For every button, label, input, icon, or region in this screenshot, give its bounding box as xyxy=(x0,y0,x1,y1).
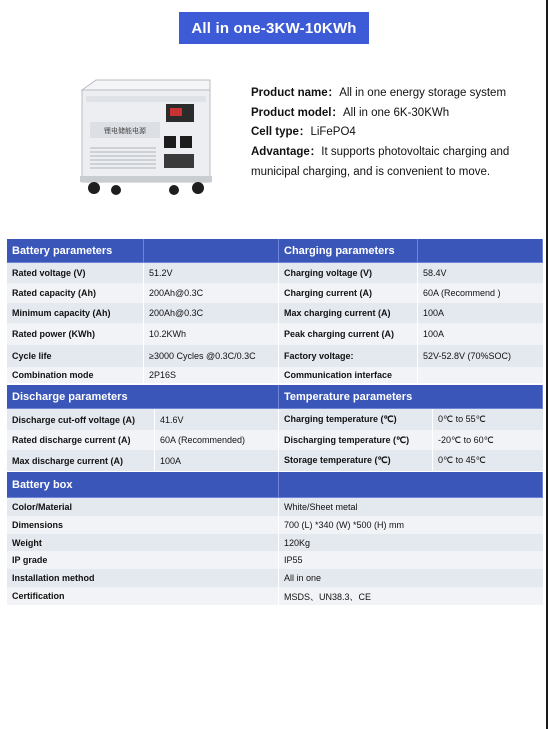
table-row xyxy=(7,303,543,323)
battery-parameters-header: Battery parameters xyxy=(7,239,144,263)
cell-value: -20℃ to 60℃ xyxy=(438,434,494,445)
cell-value: 2P16S xyxy=(144,367,279,383)
switch-right xyxy=(180,136,192,148)
cell-value xyxy=(418,367,543,383)
cell-label: Storage temperature (℃) xyxy=(279,450,433,471)
wheel-rear-left xyxy=(111,185,121,195)
cell-value: 100A xyxy=(423,308,445,318)
cell-value: 41.6V xyxy=(155,409,279,430)
cell-value: 100A xyxy=(155,450,279,471)
info-value: It supports photovoltaic charging and municipal charging, and is convenient to move. xyxy=(251,146,510,178)
cell-label: Installation method xyxy=(7,569,279,587)
cell-value: 100A xyxy=(423,329,445,339)
header-filler xyxy=(144,239,279,263)
cell-value: 0℃ to 45℃ xyxy=(438,455,486,465)
cell-label: Rated discharge current (A) xyxy=(7,430,155,450)
table-row xyxy=(7,569,543,587)
cell-value: 200Ah@0.3C xyxy=(144,283,279,303)
wheel-front-left xyxy=(88,182,100,194)
info-value: All in one energy storage system xyxy=(339,87,507,99)
title-banner xyxy=(0,12,548,44)
table-row xyxy=(7,516,543,534)
product-image xyxy=(76,78,216,198)
info-product-name xyxy=(251,84,536,104)
table-row xyxy=(7,345,543,367)
socket-panel xyxy=(164,154,194,168)
cell-label: Max discharge current (A) xyxy=(7,450,155,471)
cell-value: IP55 xyxy=(284,555,303,565)
battery-box-header: Battery box xyxy=(7,472,279,498)
table-row xyxy=(7,498,543,516)
info-label: Advantage： xyxy=(251,146,322,159)
cell-label: Discharge cut-off voltage (A) xyxy=(7,409,155,430)
table-row xyxy=(7,430,543,450)
temperature-parameters-header: Temperature parameters xyxy=(279,385,543,409)
info-value: All in one 6K-30KWh xyxy=(343,106,450,119)
cell-label: Max charging current (A) xyxy=(279,303,418,323)
info-label: Product model： xyxy=(251,106,344,119)
battery-box-table xyxy=(7,472,543,605)
cell-value: 120Kg xyxy=(284,537,311,548)
cell-value: All in one xyxy=(284,573,322,583)
cell-value: ≥3000 Cycles @0.3C/0.3C xyxy=(144,345,279,367)
table-row xyxy=(7,323,543,345)
cell-label: Certification xyxy=(7,587,279,605)
discharge-parameters-header: Discharge parameters xyxy=(7,385,279,409)
cell-label: Factory voltage: xyxy=(279,345,418,367)
header-filler xyxy=(418,239,543,263)
cell-label: Dimensions xyxy=(7,516,279,534)
cell-label: Minimum capacity (Ah) xyxy=(7,303,144,323)
info-label: Cell type： xyxy=(251,126,311,139)
cell-label: Cycle life xyxy=(7,345,144,367)
cell-value: White/Sheet metal xyxy=(284,502,358,512)
cell-value: 200Ah@0.3C xyxy=(144,303,279,323)
cabinet-lid xyxy=(82,80,210,90)
cell-value: 51.2V xyxy=(144,263,279,283)
table-row xyxy=(7,450,543,471)
cell-value: 60A (Recommended) xyxy=(155,430,279,450)
product-info xyxy=(251,84,536,183)
info-advantage xyxy=(251,143,536,182)
cell-label: Weight xyxy=(7,534,279,551)
table-row xyxy=(7,283,543,303)
cell-label: Peak charging current (A) xyxy=(279,323,418,345)
cell-label: Rated voltage (V) xyxy=(7,263,144,283)
cell-value: 0℃ to 55℃ xyxy=(438,414,486,424)
table-row xyxy=(7,551,543,569)
brand-label: 锂电储能电源 xyxy=(104,127,146,135)
cell-value: 58.4V xyxy=(423,268,447,278)
table-row xyxy=(7,534,543,551)
info-value: LiFePO4 xyxy=(310,126,356,139)
charging-parameters-header: Charging parameters xyxy=(279,239,418,263)
cell-label: Rated capacity (Ah) xyxy=(7,283,144,303)
info-product-model xyxy=(251,104,536,124)
info-label: Product name： xyxy=(251,87,340,99)
cell-label: Charging temperature (℃) xyxy=(279,409,433,430)
cell-value: 10.2KWh xyxy=(144,323,279,345)
wheel-rear-right xyxy=(169,185,179,195)
cabinet-lid-edge xyxy=(86,96,206,102)
table-row xyxy=(7,367,543,383)
header-filler xyxy=(279,472,543,498)
cell-value: 700 (L) *340 (W) *500 (H) mm xyxy=(284,520,405,530)
display-indicator xyxy=(170,108,182,116)
cell-value: MSDS、UN38.3、CE xyxy=(284,591,372,602)
cell-label: Charging voltage (V) xyxy=(279,263,418,283)
cell-label: Communication interface xyxy=(279,367,418,383)
cell-label: Combination mode xyxy=(7,367,144,383)
table-row xyxy=(7,263,543,283)
switch-left xyxy=(164,136,176,148)
wheel-front-right xyxy=(192,182,204,194)
page-title: All in one-3KW-10KWh xyxy=(179,12,368,44)
cell-label: IP grade xyxy=(7,551,279,569)
cabinet-base xyxy=(80,176,212,182)
cell-value: 52V-52.8V (70%SOC) xyxy=(423,351,512,361)
table-row xyxy=(7,409,543,430)
cell-label: Discharging temperature (℃) xyxy=(279,430,433,450)
cell-label: Rated power (KWh) xyxy=(7,323,144,345)
cell-label: Color/Material xyxy=(7,498,279,516)
info-cell-type xyxy=(251,123,536,143)
battery-charging-table xyxy=(7,239,543,383)
cell-label: Charging current (A) xyxy=(279,283,418,303)
discharge-temperature-table xyxy=(7,385,543,471)
table-row xyxy=(7,587,543,605)
cell-value: 60A (Recommend ) xyxy=(423,288,501,298)
